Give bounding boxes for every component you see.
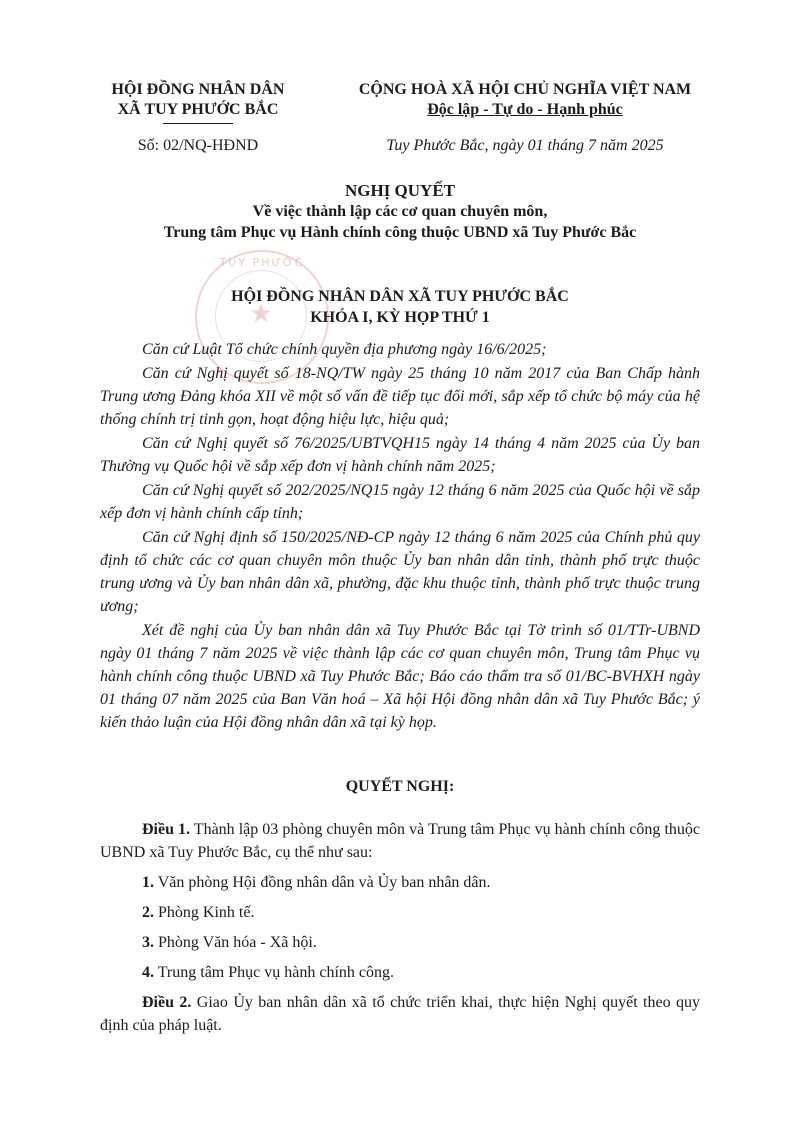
- item-number: 4.: [142, 964, 154, 981]
- legal-basis: Căn cứ Nghị quyết số 202/2025/NQ15 ngày 12 tháng 6 năm 2025 của Quốc hội về sắp xếp đơn vị hành chính cấp tỉnh;: [100, 482, 700, 522]
- legal-basis: Căn cứ Nghị quyết số 18-NQ/TW ngày 25 tháng 10 năm 2017 của Ban Chấp hành Trung ương Đảng khóa XII về một số vấn đề tiếp tục đổi mới, sắp xếp tổ chức bộ máy của hệ thống chính trị tinh gọn, hoạt động hiệu lực, hiệu quả;: [100, 365, 700, 428]
- item-number: 1.: [142, 874, 154, 891]
- article-1-text: Thành lập 03 phòng chuyên môn và Trung tâm Phục vụ hành chính công thuộc UBND xã Tuy Phước Bắc, cụ thể như sau:: [100, 821, 701, 861]
- article-2: [100, 991, 700, 1037]
- document-type: NGHỊ QUYẾT: [344, 181, 456, 200]
- document-number: Số: 02/NQ-HĐND: [137, 137, 259, 154]
- item-number: 2.: [142, 904, 154, 921]
- agency-divider: [163, 123, 233, 124]
- article-1: [100, 818, 700, 864]
- subject-line-1: Về việc thành lập các cơ quan chuyên môn,: [252, 203, 548, 220]
- item-text: Trung tâm Phục vụ hành chính công.: [154, 964, 394, 981]
- document-title: [80, 180, 720, 243]
- list-item: [100, 871, 700, 894]
- national-title: [330, 80, 720, 120]
- item-text: Phòng Văn hóa - Xã hội.: [154, 934, 317, 951]
- article-2-text: Giao Ủy ban nhân dân xã tổ chức triển khai, thực hiện Nghị quyết theo quy định của pháp luật.: [100, 994, 701, 1034]
- country-name: CỘNG HOÀ XÃ HỘI CHỦ NGHĨA VIỆT NAM: [358, 81, 692, 98]
- subject-line-2: Trung tâm Phục vụ Hành chính công thuộc UBND xã Tuy Phước Bắc: [163, 224, 637, 241]
- agency-line-1: HỘI ĐỒNG NHÂN DÂN: [111, 81, 285, 98]
- agency-line-2: XÃ TUY PHƯỚC BẮC: [117, 101, 279, 118]
- star-icon: ★: [249, 299, 273, 328]
- article-1-label: Điều 1.: [142, 821, 191, 838]
- council-name: HỘI ĐỒNG NHÂN DÂN XÃ TUY PHƯỚC BẮC: [231, 288, 569, 305]
- decision-heading: QUYẾT NGHỊ:: [345, 778, 455, 795]
- list-item: [100, 931, 700, 954]
- list-item: [100, 901, 700, 924]
- item-text: Phòng Kinh tế.: [154, 904, 255, 921]
- legal-basis: Xét đề nghị của Ủy ban nhân dân xã Tuy Phước Bắc tại Tờ trình số 01/TTr-UBND ngày 01 tháng 7 năm 2025 về việc thành lập các cơ quan chuyên môn, Trung tâm Phục vụ hành chính công thuộc UBND xã Tuy Phước Bắc; Báo cáo thẩm tra số 01/BC-BVHXH ngày 01 tháng 07 năm 2025 của Ban Văn hoá – Xã hội Hội đồng nhân dân xã Tuy Phước Bắc; ý kiến thảo luận của Hội đồng nhân dân xã tại kỳ họp.: [100, 622, 700, 731]
- articles: [100, 818, 700, 1044]
- legal-basis: Căn cứ Luật Tổ chức chính quyền địa phương ngày 16/6/2025;: [142, 341, 547, 358]
- legal-basis: Căn cứ Nghị quyết số 76/2025/UBTVQH15 ngày 14 tháng 4 năm 2025 của Ủy ban Thường vụ Quốc hội về sắp xếp đơn vị hành chính năm 2025;: [100, 435, 700, 475]
- article-2-label: Điều 2.: [142, 994, 192, 1011]
- place-date: Tuy Phước Bắc, ngày 01 tháng 7 năm 2025: [386, 137, 664, 154]
- legal-bases: [100, 338, 700, 735]
- item-text: Văn phòng Hội đồng nhân dân và Ủy ban nhân dân.: [154, 874, 491, 891]
- issuing-agency: [98, 80, 298, 124]
- legal-basis: Căn cứ Nghị định số 150/2025/NĐ-CP ngày 12 tháng 6 năm 2025 của Chính phủ quy định tổ chức các cơ quan chuyên môn thuộc Ủy ban nhân dân tỉnh, thành phố trực thuộc trung ương và Ủy ban nhân dân xã, phường, đặc khu thuộc tỉnh, thành phố trực thuộc trung ương;: [100, 529, 700, 615]
- national-motto: Độc lập - Tự do - Hạnh phúc: [427, 101, 623, 118]
- council-heading: [80, 286, 720, 328]
- council-session: KHÓA I, KỲ HỌP THỨ 1: [310, 309, 490, 326]
- seal-text: TUY PHƯỚC: [219, 256, 305, 269]
- list-item: [100, 961, 700, 984]
- item-number: 3.: [142, 934, 154, 951]
